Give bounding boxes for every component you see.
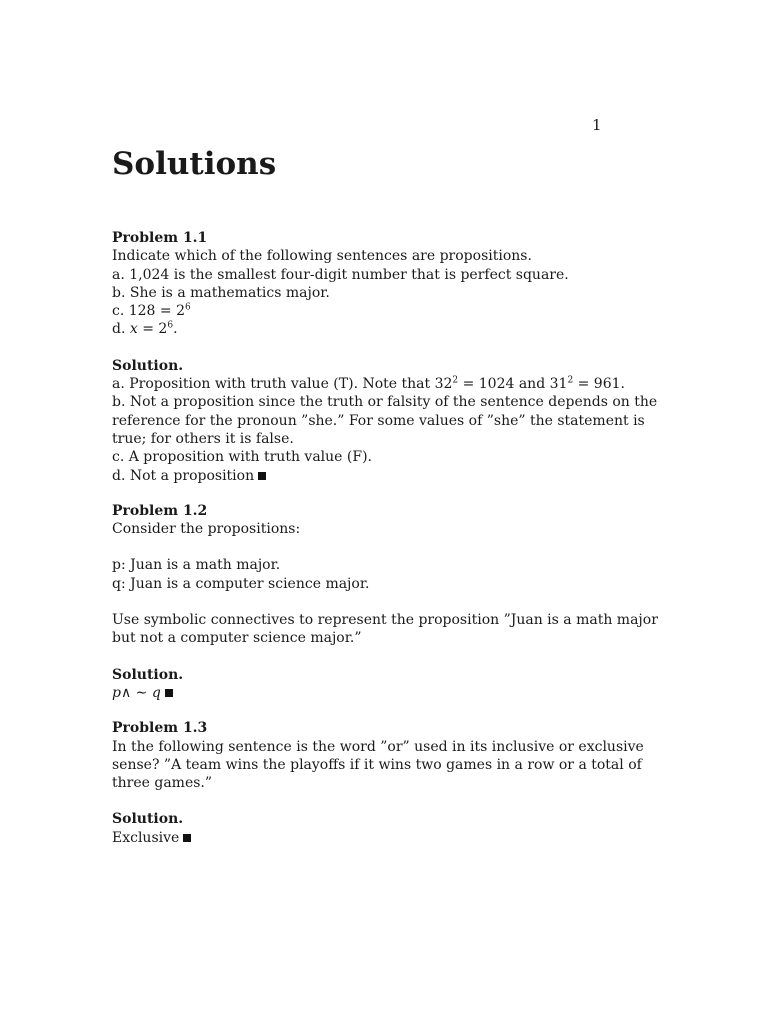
item-d-mid: = 2 [137,321,168,338]
exponent: 2 [567,375,574,386]
item-d-suffix: . [173,321,178,338]
problem-statement-line: three games.” [112,775,213,792]
problem-statement-line: Indicate which of the following sentences are propositions. [112,248,532,265]
qed-square-icon [165,689,173,697]
problem-statement-line: sense? ”A team wins the playoffs if it wins two games in a row or a total of [112,756,642,773]
qed-square-icon [183,834,191,842]
problem-heading: Problem 1.3 [112,720,208,737]
solution-line: b. Not a proposition since the truth or falsity of the sentence depends on the [112,394,658,411]
solution-text: Exclusive [112,829,180,846]
solution-d-text: d. Not a proposition [112,467,255,484]
item-c-text: c. 128 = 2 [112,303,186,320]
solution-a-mid: = 1024 and 31 [458,376,568,393]
problem-item-b: b. She is a mathematics major. [112,284,330,301]
variable-q: q [151,684,161,701]
problem-item-c [112,302,607,320]
problem-1-1 [112,229,658,485]
solution-a-suffix: = 961. [573,376,625,393]
solution-line-last [112,467,607,485]
problem-item-d [112,320,607,338]
logical-operator: ∧ ∼ [120,684,152,701]
problem-1-3 [112,719,644,847]
exponent: 6 [185,302,191,313]
problem-statement-line: In the following sentence is the word ”or” used in its inclusive or exclusive [112,738,644,755]
problem-1-2 [112,502,658,702]
problem-task-line: but not a computer science major.” [112,630,362,647]
exponent: 2 [452,375,459,386]
solution-expression [112,684,607,702]
solution-heading: Solution. [112,666,184,683]
qed-square-icon [258,472,266,480]
solution-line-a [112,375,625,393]
solution-heading: Solution. [112,357,184,374]
variable-x: x [129,321,138,338]
problem-heading: Problem 1.2 [112,502,208,519]
variable-p: p [112,684,121,701]
solution-answer [112,829,607,847]
solution-heading: Solution. [112,811,184,828]
proposition-q: q: Juan is a computer science major. [112,575,370,592]
exponent: 6 [167,320,174,331]
page-number: 1 [592,116,602,134]
solution-line: reference for the pronoun ”she.” For some values of ”she” the statement is [112,412,645,429]
problem-heading: Problem 1.1 [112,230,208,246]
proposition-p: p: Juan is a math major. [112,557,281,574]
solution-line: true; for others it is false. [112,430,294,447]
page-title: Solutions [112,146,277,182]
document-body [112,229,658,847]
problem-task-line: Use symbolic connectives to represent the proposition ”Juan is a math major [112,612,658,629]
problem-item-a: a. 1,024 is the smallest four-digit number that is perfect square. [112,266,569,283]
solution-a-text: a. Proposition with truth value (T). Note that 32 [112,376,453,393]
problem-intro: Consider the propositions: [112,521,301,538]
item-d-prefix: d. [112,321,130,338]
solution-line: c. A proposition with truth value (F). [112,449,372,466]
